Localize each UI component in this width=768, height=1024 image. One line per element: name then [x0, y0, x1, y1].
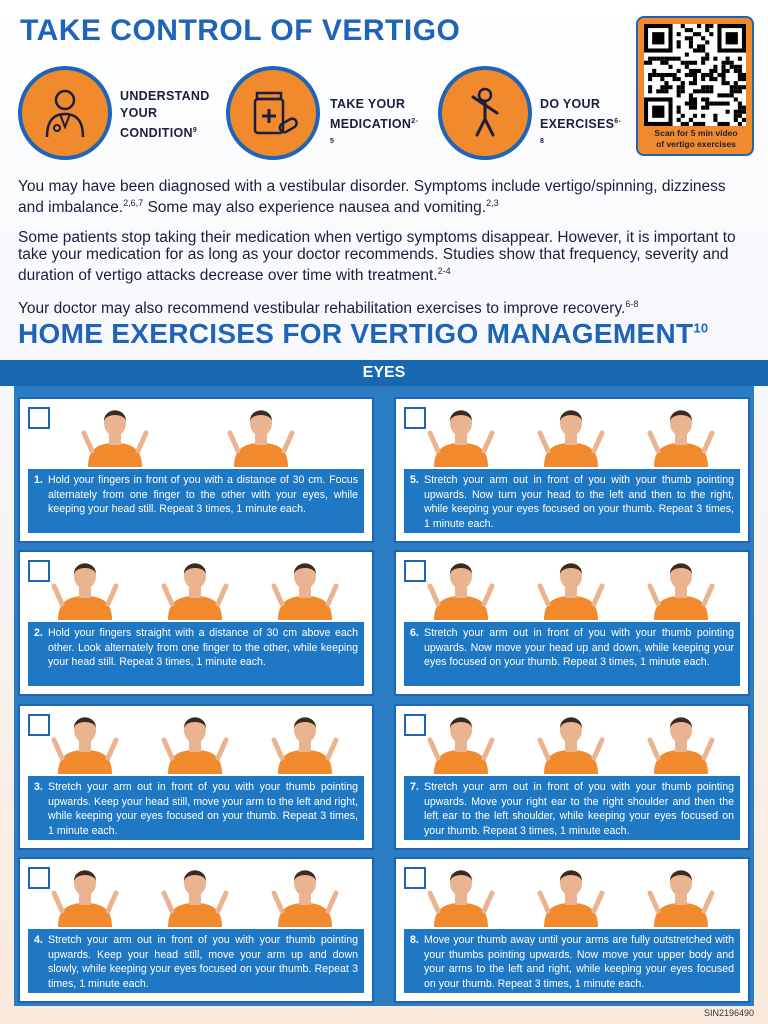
exercise-illustration — [20, 403, 372, 467]
step-medication-label: TAKE YOUR MEDICATION$^{2-5}$ — [330, 97, 419, 146]
exercise-card — [18, 704, 374, 850]
eyes-bar: EYES — [0, 360, 768, 386]
exercise-text: Hold your fingers in front of you with a distance of 30 cm. Focus alternately from one finger to the other with your eyes, while keeping your head still. Repeat 3 times, 1 minute each. — [48, 474, 358, 515]
qr-panel[interactable] — [636, 16, 754, 156]
exercise-illustration — [396, 556, 748, 620]
step-exercises-label: DO YOUR EXERCISES$^{6-8}$ — [540, 97, 622, 146]
medication-icon — [226, 66, 320, 160]
exercise-number: 2. — [34, 627, 43, 639]
exercise-illustration — [396, 710, 748, 774]
exercise-card — [18, 550, 374, 696]
exercise-illustration — [20, 863, 372, 927]
exercise-instructions — [404, 929, 740, 993]
exercise-card — [18, 397, 374, 543]
exercise-illustration — [20, 556, 372, 620]
exercise-icon — [438, 66, 532, 160]
exercise-number: 5. — [410, 474, 419, 486]
exercise-text: Stretch your arm out in front of you with your thumb pointing upwards. Keep your head still, move your arm to the left and right, while keeping your eyes focused on your thumb. Repeat 3 times, 1 minute each. — [48, 781, 358, 837]
intro-paragraph-2: Some patients stop taking their medication when vertigo symptoms disappear. However, it is important to take your medication for as long as your doctor recommends. Studies show that frequency, severity and duration of vertigo attacks decrease over time with treatment.$^{2-4}$ — [18, 229, 736, 285]
exercise-text: Stretch your arm out in front of you with your thumb pointing upwards. Now move your head up and down, while keeping your eyes focused on your thumb. Repeat 3 times, 1 minute each. — [424, 627, 734, 668]
exercise-text: Hold your fingers straight with a distance of 30 cm above each other. Look alternately from one finger to the other, while keeping your head still. Repeat 3 times, 1 minute each. — [48, 627, 358, 668]
exercise-number: 4. — [34, 934, 43, 946]
exercise-text: Stretch your arm out in front of you with your thumb pointing upwards. Keep your head still, move your arm up and down slowly, while keeping your eyes focused on your thumb. Repeat 3 times, 1 minute each. — [48, 934, 358, 990]
exercise-instructions — [28, 929, 364, 993]
exercise-card — [394, 704, 750, 850]
exercise-number: 3. — [34, 781, 43, 793]
exercise-instructions — [404, 469, 740, 533]
exercise-instructions — [28, 776, 364, 840]
intro-paragraph-3: Your doctor may also recommend vestibular rehabilitation exercises to improve recovery.$^{6-8}$ — [18, 299, 639, 318]
intro-paragraph-1: You may have been diagnosed with a vestibular disorder. Symptoms include vertigo/spinning, dizziness and imbalance.$^{2,6,7}$ Some may also experience nausea and vomiting.$^{2,3}$ — [18, 178, 726, 217]
exercise-card — [18, 857, 374, 1003]
qr-caption: Scan for 5 min video of vertigo exercises — [654, 128, 738, 149]
qr-code-icon[interactable] — [644, 24, 746, 126]
doctor-icon — [18, 66, 112, 160]
exercise-illustration — [20, 710, 372, 774]
exercise-text: Stretch your arm out in front of you with your thumb pointing upwards. Move your right ear to the right shoulder and then the left ear to the left shoulder, while keeping your eyes focused on your thumb. Repeat 3 times, 1 minute each. — [424, 781, 734, 837]
document-code: SIN2196490 — [703, 1008, 754, 1018]
exercise-card — [394, 857, 750, 1003]
step-understand-label: UNDERSTAND YOUR CONDITION$^9$ — [120, 89, 210, 141]
exercise-instructions — [28, 622, 364, 686]
exercise-text: Stretch your arm out in front of you with your thumb pointing upwards. Now turn your head to the left and then to the right, while keeping your eyes focused on your thumb. Repeat 3 times, 1 minute each. — [424, 474, 734, 530]
exercise-number: 7. — [410, 781, 419, 793]
steps-row — [18, 66, 622, 162]
exercise-instructions — [404, 622, 740, 686]
exercise-number: 6. — [410, 627, 419, 639]
exercise-instructions — [404, 776, 740, 840]
exercise-instructions — [28, 469, 364, 533]
page-title: TAKE CONTROL OF VERTIGO — [20, 14, 461, 47]
exercise-text: Move your thumb away until your arms are fully outstretched with your thumbs pointing upwards. Now move your upper body and your arms to the left and right, while keeping your eyes focused on your thumb. Repeat 3 times, 1 minute each. — [424, 934, 734, 990]
exercise-illustration — [396, 863, 748, 927]
section-title: HOME EXERCISES FOR VERTIGO MANAGEMENT$^{10}$ — [18, 318, 709, 349]
exercise-illustration — [396, 403, 748, 467]
exercise-card — [394, 397, 750, 543]
exercise-number: 1. — [34, 474, 43, 486]
exercise-card — [394, 550, 750, 696]
exercise-number: 8. — [410, 934, 419, 946]
